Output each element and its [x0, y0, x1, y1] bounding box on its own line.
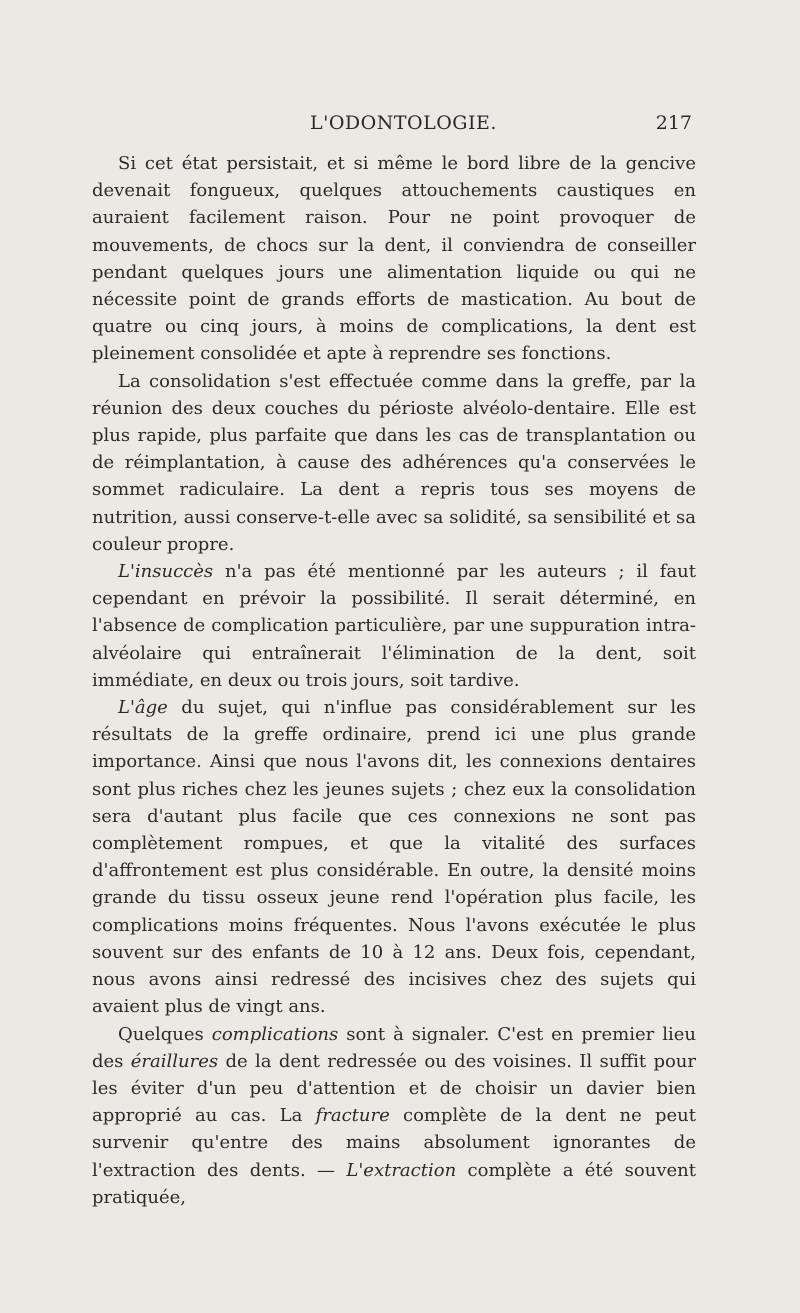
running-title: L'ODONTOLOGIE. [310, 112, 497, 134]
paragraph-5-italic-eraillures: éraillures [130, 1050, 219, 1072]
running-head [0, 112, 800, 142]
paragraph-3 [92, 558, 696, 694]
paragraph-5-italic-complications: complications [211, 1023, 339, 1045]
paragraph-4-text: du sujet, qui n'influe pas considérablement sur les résultats de la greffe ordinaire, prend ici une plus grande importance. Ainsi que nous l'avons dit, les connexions dentaires sont plus riches chez les jeunes sujets ; chez eux la consolidation sera d'autant plus facile que ces connexions ne sont pas complètement rompues, et que la vitalité des surfaces d'affrontement est plus considérable. En outre, la densité moins grande du tissu osseux jeune rend l'opération plus facile, les complications moins fréquentes. Nous l'avons exécutée le plus souvent sur des enfants de 10 à 12 ans. Deux fois, cependant, nous avons ainsi redressé des incisives chez des sujets qui avaient plus de vingt ans. [92, 697, 696, 1018]
paragraph-5-text-b: sont à signaler. C'est en premier lieu des [92, 1023, 696, 1072]
paragraph-4-lead-italic: L'âge [118, 697, 168, 719]
page-number: 217 [655, 112, 692, 134]
paragraph-3-lead-italic: L'insuccès [118, 561, 214, 583]
paragraph-1 [92, 150, 696, 368]
paragraph-2-text: La consolidation s'est effectuée comme dans la greffe, par la réunion des deux couches du périoste alvéolo-dentaire. Elle est plus rapide, plus parfaite que dans les cas de transplantation ou de réimplantation, à cause des adhérences qu'a conservées le sommet radiculaire. La dent a repris tous ses moyens de nutrition, aussi conserve-t-elle avec sa solidité, sa sensibilité et sa couleur propre. [92, 370, 696, 555]
paragraph-5-text-a: Quelques [118, 1023, 212, 1045]
paragraph-4 [92, 694, 696, 1020]
paragraph-3-text: n'a pas été mentionné par les auteurs ; il faut cependant en prévoir la possibilité. Il serait déterminé, en l'absence de complication particulière, par une suppuration intra-alvéolaire qui entraînerait l'élimination de la dent, soit immédiate, en deux ou trois jours, soit tardive. [92, 561, 696, 691]
paragraph-5-text-c: de la dent redressée ou des voisines. Il suffit pour les éviter d'un peu d'attention et de choisir un davier bien approprié au cas. La [92, 1050, 697, 1127]
paragraph-5-italic-extraction: L'extraction [346, 1159, 457, 1181]
paragraph-2 [92, 368, 696, 558]
paragraph-5-text-e: complète a été souvent pratiquée, [92, 1159, 696, 1208]
body-text [92, 150, 696, 1211]
paragraph-5 [92, 1021, 696, 1211]
paragraph-5-text-d: complète de la dent ne peut survenir qu'entre des mains absolument ignorantes de l'extraction des dents. — [92, 1105, 697, 1181]
paragraph-1-text: Si cet état persistait, et si même le bord libre de la gencive devenait fongueux, quelques attouchements caustiques en auraient facilement raison. Pour ne point provoquer de mouvements, de chocs sur la dent, il conviendra de conseiller pendant quelques jours une alimentation liquide ou qui ne nécessite point de grands efforts de mastication. Au bout de quatre ou cinq jours, à moins de complications, la dent est pleinement consolidée et apte à reprendre ses fonctions. [92, 153, 696, 365]
paragraph-5-italic-fracture: fracture [315, 1105, 390, 1127]
